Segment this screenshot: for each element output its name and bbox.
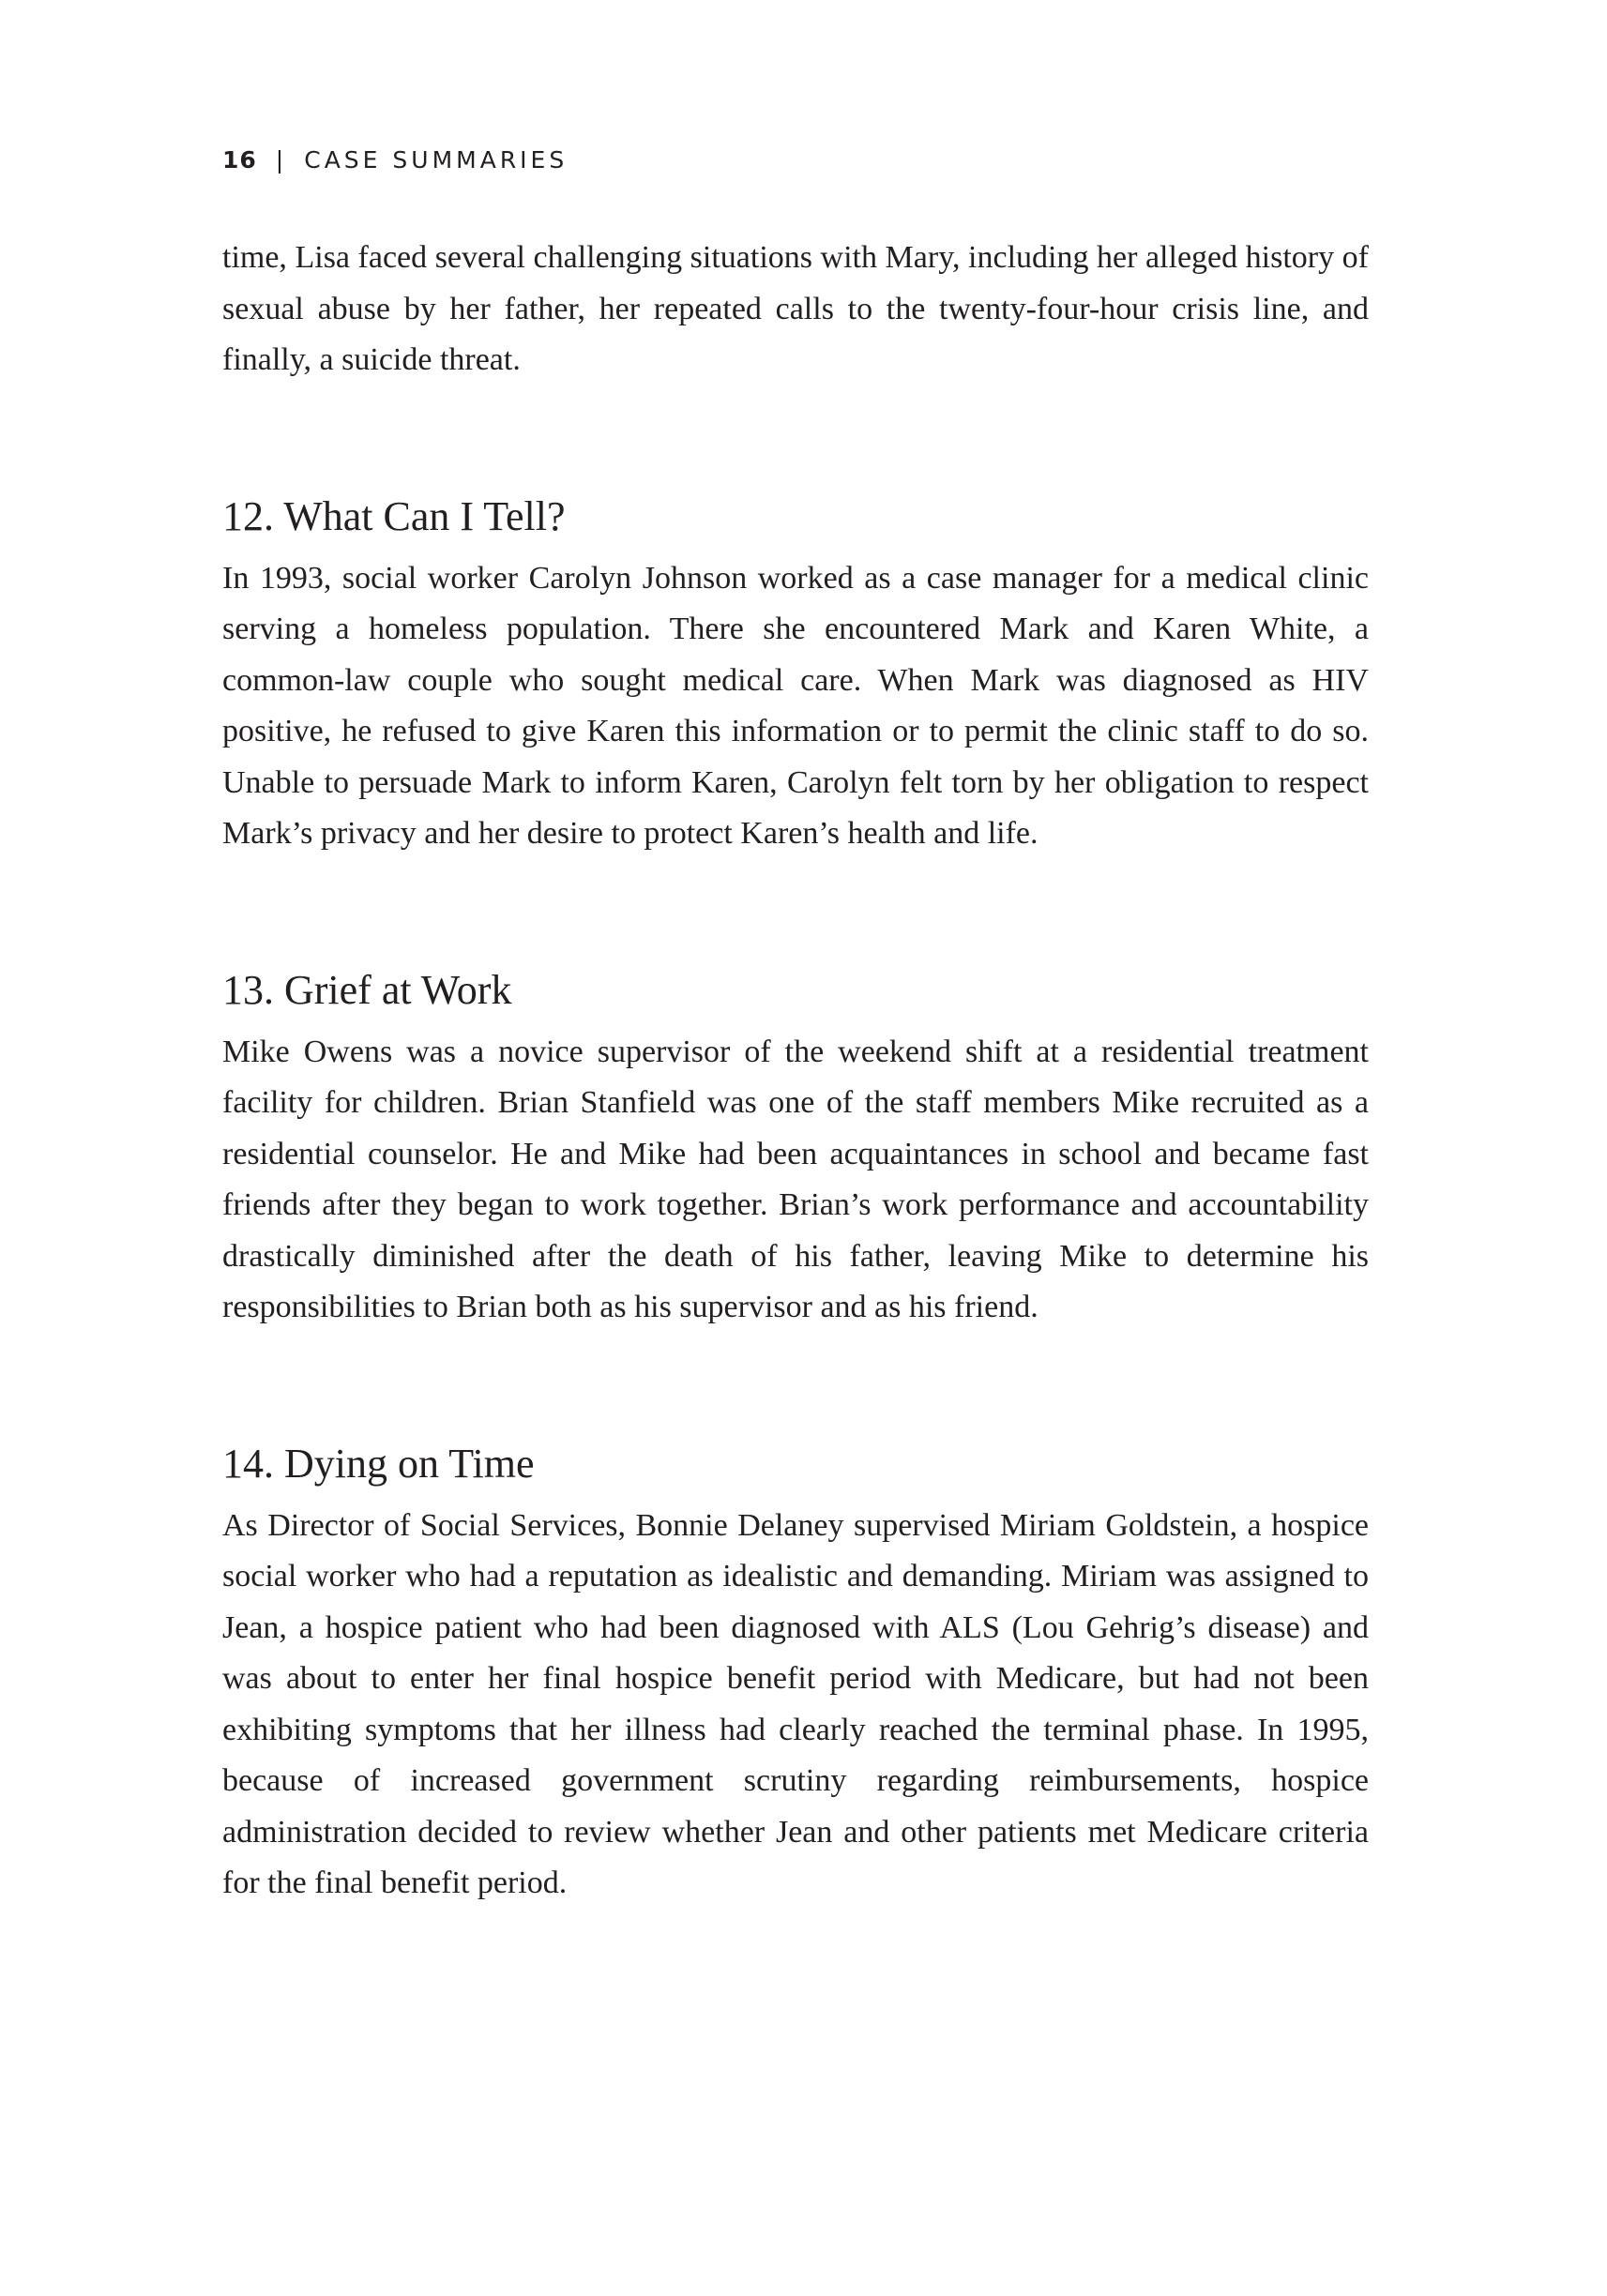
case-summary: As Director of Social Services, Bonnie Delaney supervised Miriam Goldstein, a hospice social worker who had a reputation as idealistic and demanding. Miriam was assigned to Jean, a hospice patient who had been diagnosed with ALS (Lou Gehrig’s disease) and was about to enter her final hospice benefit period with Medicare, but had not been exhibiting symptoms that her illness had clearly reached the terminal phase. In 1995, because of increased government scrutiny regarding reimbursements, hospice administration decided to review whether Jean and other patients met Medicare criteria for the final benefit period.	[222, 1507, 1369, 1900]
case-title: 12. What Can I Tell?	[222, 492, 566, 539]
page-number: 16	[222, 146, 257, 174]
case-title: 13. Grief at Work	[222, 966, 512, 1013]
case-section-13	[222, 965, 1369, 1334]
case-section-14	[222, 1439, 1369, 1910]
page-content	[222, 233, 1369, 1910]
case-title: 14. Dying on Time	[222, 1440, 535, 1487]
continued-paragraph: time, Lisa faced several challenging situations with Mary, including her alleged history of sexual abuse by her father, her repeated calls to the twenty-​four-hour crisis line, and finally, a suicide threat.	[222, 240, 1369, 377]
case-summary: Mike Owens was a novice supervisor of the weekend shift at a residential treatment facility for children. Brian Stanfield was one of the staff members Mike recruited as a residential counselor. He and Mike had been acquaintances in school and became fast friends after they began to work together. Brian’s work performance and accountability drastically diminished after the death of his father, leaving Mike to determine his responsibilities to Brian both as his supervisor and as his friend.	[222, 1034, 1369, 1324]
running-head-separator: |	[275, 146, 284, 174]
running-head-section: CASE SUMMARIES	[304, 146, 569, 174]
case-section-12	[222, 491, 1369, 860]
case-summary: In 1993, social worker Carolyn Johnson worked as a case manager for a medical clinic serving a homeless population. There she encountered Mark and Karen White, a common-law couple who sought medical care. When Mark was diagnosed as HIV positive, he refused to give Karen this information or to permit the clinic staff to do so. Unable to persuade Mark to inform Karen, Carolyn felt torn by her obligation to respect Mark’s privacy and her desire to protect Karen’s health and life.	[222, 560, 1369, 851]
running-head	[222, 146, 568, 174]
